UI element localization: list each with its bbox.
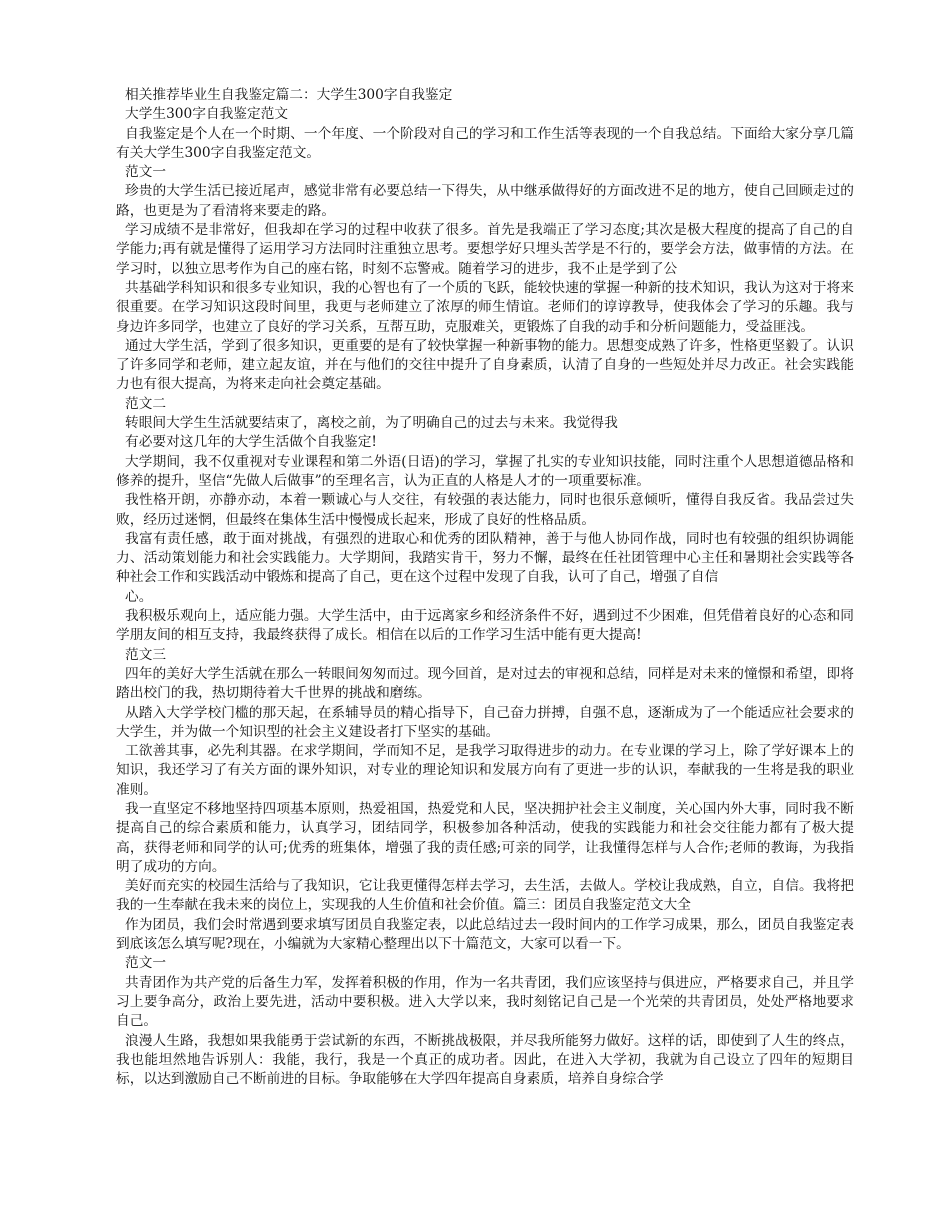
paragraph: 通过大学生活，学到了很多知识，更重要的是有了较快掌握一种新事物的能力。思想变成熟了许多，性格更坚毅了。认识了许多同学和老师，建立起友谊，并在与他们的交往中提升了自身素质，认清了自身的一些短处并尽力改正。社会实践能力也有很大提高，为将来走向社会奠定基础。 (116, 337, 854, 393)
paragraph: 我一直坚定不移地坚持四项基本原则，热爱祖国，热爱党和人民，坚决拥护社会主义制度，关心国内外大事，同时我不断提高自己的综合素质和能力，认真学习，团结同学，积极参加各种活动，使我的实践能力和社会交往能力都有了极大提高，获得老师和同学的认可;优秀的班集体，增强了我的责任感;可亲的同学，让我懂得怎样与人合作;老师的教诲，为我指明了成功的方向。 (116, 800, 854, 875)
paragraph: 我积极乐观向上，适应能力强。大学生活中，由于远离家乡和经济条件不好，遇到过不少困难，但凭借着良好的心态和同学朋友间的相互支持，我最终获得了成长。相信在以后的工作学习生活中能有更大提高! (116, 608, 854, 644)
paragraph: 自我鉴定是个人在一个时期、一个年度、一个阶段对自己的学习和工作生活等表现的一个自我总结。下面给大家分享几篇有关大学生300字自我鉴定范文。 (116, 125, 854, 161)
section-heading-sample-1: 范文一 (125, 164, 167, 181)
paragraph: 大学期间，我不仅重视对专业课程和第二外语(日语)的学习，掌握了扎实的专业知识技能，同时注重个人思想道德品格和修养的提升，坚信“先做人后做事”的至理名言，认为正直的人格是人才的一项重要标准。 (116, 453, 854, 489)
section-heading-sample-1b: 范文一 (125, 955, 167, 972)
paragraph: 浪漫人生路，我想如果我能勇于尝试新的东西，不断挑战极限，并尽我所能努力做好。这样的话，即使到了人生的终点，我也能坦然地告诉别人：我能，我行，我是一个真正的成功者。因此，在进入大学初，我就为自己设立了四年的短期目标，以达到激励自己不断前进的目标。争取能够在大学四年提高自身素质，培养自身综合学 (116, 1032, 854, 1088)
document-body (116, 86, 854, 1089)
paragraph: 转眼间大学生生活就要结束了，离校之前，为了明确自己的过去与未来。我觉得我 (125, 415, 618, 432)
paragraph: 心。 (125, 588, 153, 605)
section-heading-sample-2: 范文二 (125, 395, 167, 412)
section-heading-sample-3: 范文三 (125, 646, 167, 663)
paragraph: 珍贵的大学生活已接近尾声，感觉非常有必要总结一下得失，从中继承做得好的方面改进不足的地方，使自己回顾走过的路，也更是为了看清将来要走的路。 (116, 183, 854, 219)
related-recommendation-title: 相关推荐毕业生自我鉴定篇二：大学生300字自我鉴定 (125, 87, 453, 103)
paragraph: 学习成绩不是非常好，但我却在学习的过程中收获了很多。首先是我端正了学习态度;其次是极大程度的提高了自己的自学能力;再有就是懂得了运用学习方法同时注重独立思考。要想学好只埋头苦学是不行的，要学会方法，做事情的方法。在学习时，以独立思考作为自己的座右铭，时刻不忘警戒。随着学习的进步，我不止是学到了公 (116, 222, 854, 277)
paragraph: 我富有责任感，敢于面对挑战，有强烈的进取心和优秀的团队精神，善于与他人协同作战，同时也有较强的组织协调能力、活动策划能力和社会实践能力。大学期间，我踏实肯干，努力不懈，最终在任社团管理中心主任和暑期社会实践等各种社会工作和实践活动中锻炼和提高了自己，更在这个过程中发现了自我，认可了自己，增强了自信 (116, 530, 854, 586)
paragraph: 从踏入大学学校门槛的那天起，在系辅导员的精心指导下，自己奋力拼搏，自强不息，逐渐成为了一个能适应社会要求的大学生，并为做一个知识型的社会主义建设者打下坚实的基础。 (116, 704, 854, 740)
paragraph: 美好而充实的校园生活给与了我知识，它让我更懂得怎样去学习，去生活，去做人。学校让我成熟，自立，自信。我将把我的一生奉献在我未来的岗位上，实现我的人生价值和社会价值。篇三：团员自我鉴定范文大全 (116, 878, 854, 914)
paragraph: 我性格开朗，亦静亦动，本着一颗诚心与人交往，有较强的表达能力，同时也很乐意倾听，懂得自我反省。我品尝过失败，经历过迷惘，但最终在集体生活中慢慢成长起来，形成了良好的性格品质。 (116, 492, 854, 528)
paragraph: 四年的美好大学生活就在那么一转眼间匆匆而过。现今回首，是对过去的审视和总结，同样是对未来的憧憬和希望，即将踏出校门的我，热切期待着大千世界的挑战和磨练。 (116, 665, 854, 702)
paragraph: 作为团员，我们会时常遇到要求填写团员自我鉴定表，以此总结过去一段时间内的工作学习成果，那么，团员自我鉴定表到底该怎么填写呢?现在，小编就为大家精心整理出以下十篇范文，大家可以看一下。 (116, 916, 854, 953)
article-title: 大学生300字自我鉴定范文 (125, 106, 289, 123)
paragraph: 工欲善其事，必先利其器。在求学期间，学而知不足，是我学习取得进步的动力。在专业课的学习上，除了学好课本上的知识，我还学习了有关方面的课外知识，对专业的理论知识和发展方向有了更进一步的认识，奉献我的一生将是我的职业准则。 (116, 743, 854, 798)
paragraph: 有必要对这几年的大学生活做个自我鉴定! (125, 434, 377, 451)
paragraph: 共基础学科知识和很多专业知识，我的心智也有了一个质的飞跃，能较快速的掌握一种新的技术知识，我认为这对于将来很重要。在学习知识这段时间里，我更与老师建立了浓厚的师生情谊。老师们的谆谆教导，使我体会了学习的乐趣。我与身边许多同学，也建立了良好的学习关系，互帮互助，克服难关，更锻炼了自我的动手和分析问题能力，受益匪浅。 (116, 279, 854, 335)
paragraph: 共青团作为共产党的后备生力军，发挥着积极的作用，作为一名共青团，我们应该坚持与俱进应，严格要求自己，并且学习上要争高分，政治上要先进，活动中要积极。进入大学以来，我时刻铭记自己是一个光荣的共青团员，处处严格地要求自己。 (116, 974, 854, 1030)
